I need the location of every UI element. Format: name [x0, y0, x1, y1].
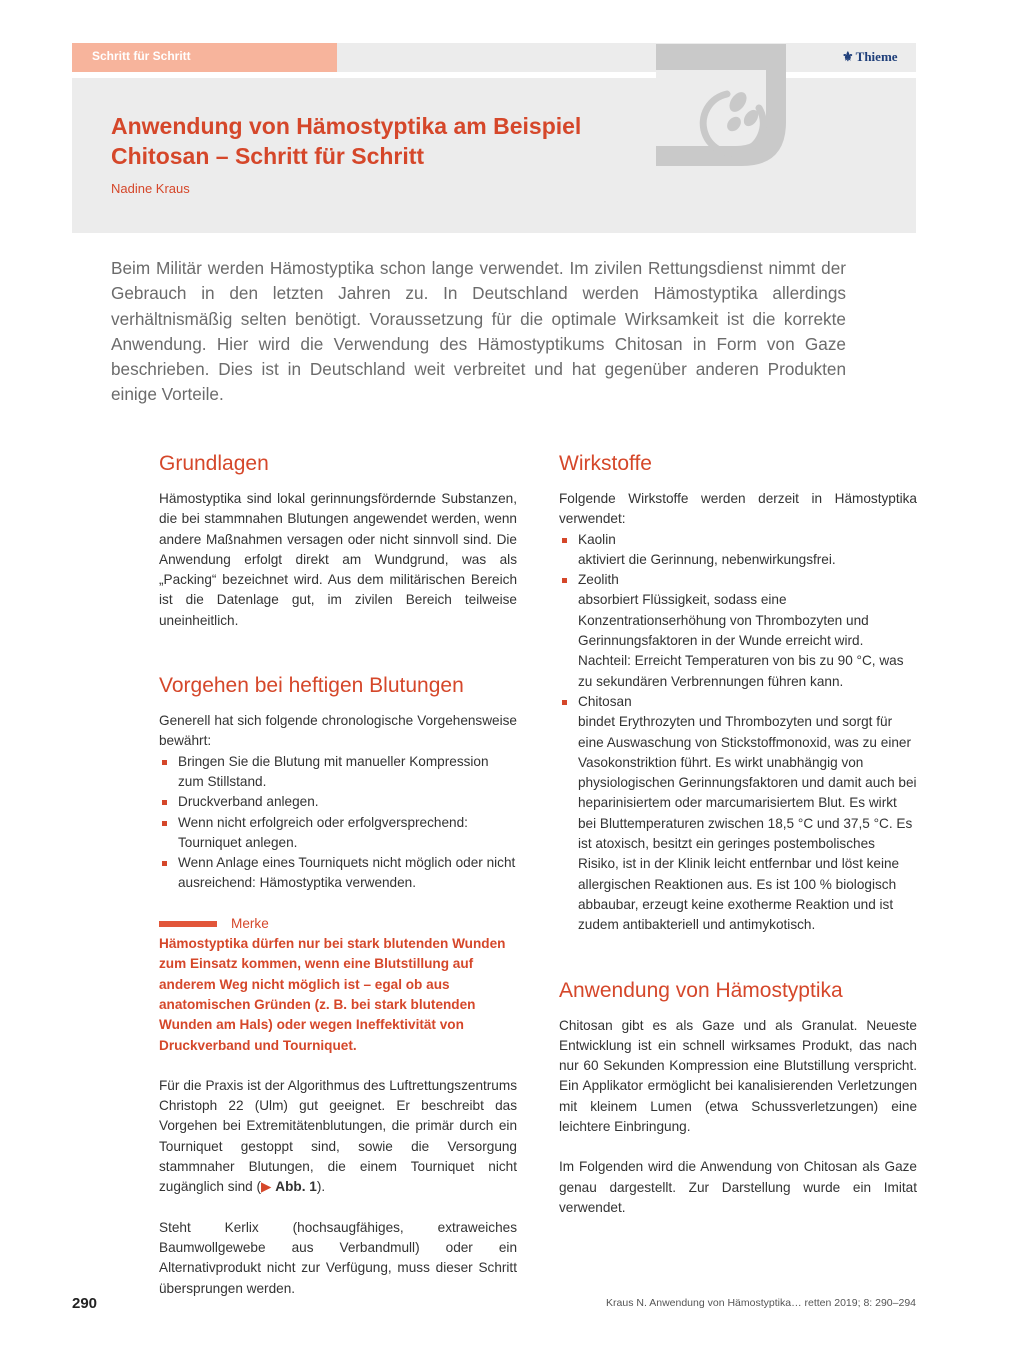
arrow-right-icon: ▶ — [261, 1179, 272, 1195]
bullet-icon — [562, 538, 567, 543]
section-tag — [72, 43, 337, 72]
bullet-icon — [162, 821, 167, 826]
heading-grundlagen: Grundlagen — [159, 452, 269, 475]
merke-bar — [159, 921, 217, 927]
bullet-icon — [562, 700, 567, 705]
merke-label: Merke — [231, 915, 269, 931]
wirkstoffe-list — [559, 530, 917, 936]
list-item: Kaolin aktiviert die Gerinnung, nebenwirkungsfrei. — [559, 530, 917, 571]
thieme-crest-icon: ⚜ — [842, 49, 854, 64]
figure-reference[interactable]: Abb. 1 — [275, 1179, 317, 1195]
list-item: Wenn nicht erfolgreich oder erfolgversprechend: Tourniquet anlegen. — [159, 813, 517, 854]
list-item: Druckverband anlegen. — [159, 792, 517, 812]
merke-text: Hämostyptika dürfen nur bei stark blutenden Wunden zum Einsatz kommen, wenn eine Blutstillung auf anderem Weg nicht möglich ist – egal ob aus anatomischen Gründen (z. B. bei stark blutenden Wunden am Hals) oder wegen Ineffektivität von Druckverband und Tourniquet. — [159, 936, 506, 1053]
list-item: Zeolith absorbiert Flüssigkeit, sodass eine Konzentrationserhöhung von Thrombozyten und Gerinnungsfaktoren in der Wunde erreicht wird. Nachteil: Erreicht Temperaturen von bis zu 90 °C, was zu sekundären Verbrennungen führen kann. — [559, 570, 917, 692]
praxis-text: Für die Praxis ist der Algorithmus des Luftrettungszentrums Christoph 22 (Ulm) gut geeignet. Er beschreibt das Vorgehen bei Extremitätenblutungen, die primär durch ein Tourniquet gestoppt sind, sowie die Versorgung stammnaher Blutungen, die einem Tourniquet nicht zugänglich sind (▶ Abb. 1). — [159, 1077, 517, 1195]
author: Nadine Kraus — [111, 181, 190, 196]
vorgehen-list — [159, 752, 517, 894]
bullet-icon — [562, 578, 567, 583]
vorgehen-intro: Generell hat sich folgende chronologische Vorgehensweise bewährt: — [159, 713, 517, 749]
list-item: Bringen Sie die Blutung mit manueller Kompression zum Stillstand. — [159, 752, 517, 793]
article-title: Anwendung von Hämostyptika am Beispiel Chitosan – Schritt für Schritt — [111, 113, 582, 169]
list-item: Wenn Anlage eines Tourniquets nicht möglich oder nicht ausreichend: Hämostyptika verwenden. — [159, 853, 517, 894]
list-item: Chitosan bindet Erythrozyten und Thrombozyten und sorgt für eine Auswaschung von Stickstoffmonoxid, was zu einer Vasokonstriktion führt. Es wirkt unabhängig von physiologischen Gerinnungsfaktoren und damit auch bei heparinisiertem oder marcumarisiertem Blut. Es wirkt bei Bluttemperaturen zwischen 18,5 °C und 37,5 °C. Es ist atoxisch, besitzt ein geringes postembolisches Risiko, ist in der Klinik leicht entfernbar und löst keine allergischen Reaktionen aus. Es ist 100 % biologisch abbaubar, erzeugt keine exotherme Reaktion und ist zudem antibakteriell und antimykotisch. — [559, 692, 917, 936]
publisher-logo — [842, 49, 898, 65]
page-number: 290 — [72, 1295, 98, 1312]
citation: Kraus N. Anwendung von Hämostyptika… retten 2019; 8: 290–294 — [606, 1297, 916, 1309]
bullet-icon — [162, 800, 167, 805]
grundlagen-text: Hämostyptika sind lokal gerinnungsfördernde Substanzen, die bei stammnahen Blutungen angewendet werden, wenn andere Maßnahmen versagen oder nicht sinnvoll sind. Die Anwendung erfolgt direkt am Wundgrund, was als „Packing“ bezeichnet wird. Aus dem militärischen Bereich ist die Datenlage gut, im zivilen Bereich teilweise uneinheitlich. — [159, 491, 517, 628]
publisher-name: Thieme — [855, 49, 898, 64]
folgenden-text: Im Folgenden wird die Anwendung von Chitosan als Gaze genau dargestellt. Zur Darstellung wurde ein Imitat verwendet. — [559, 1159, 917, 1215]
kerlix-text: Steht Kerlix (hochsaugfähiges, extraweiches Baumwollgewebe aus Verbandmull) oder ein Alternativprodukt nicht zur Verfügung, muss dieser Schritt übersprungen werden. — [159, 1219, 517, 1296]
heading-anwendung: Anwendung von Hämostyptika — [559, 978, 843, 1002]
section-tag-label: Schritt für Schritt — [92, 49, 191, 63]
heading-vorgehen: Vorgehen bei heftigen Blutungen — [159, 674, 464, 698]
bullet-icon — [162, 861, 167, 866]
lead-paragraph: Beim Militär werden Hämostyptika schon lange verwendet. Im zivilen Rettungsdienst nimmt der Gebrauch in den letzten Jahren zu. In Deutschland werden Hämostyptika allerdings verhältnismäßig selten benötigt. Voraussetzung für die optimale Wirksamkeit ist die korrekte Anwendung. Hier wird die Verwendung des Hämostyptikums Chitosan in Form von Gaze beschrieben. Dies ist in Deutschland weit verbreitet und hat gegenüber anderen Produkten einige Vorteile. — [111, 258, 846, 405]
heading-wirkstoffe: Wirkstoffe — [559, 452, 652, 475]
right-column — [559, 449, 917, 1218]
merke-box — [159, 914, 517, 1056]
left-column — [159, 449, 517, 1299]
wirkstoffe-intro: Folgende Wirkstoffe werden derzeit in Hämostyptika verwendet: — [559, 491, 917, 527]
anwendung-text: Chitosan gibt es als Gaze und als Granulat. Neueste Entwicklung ist ein schnell wirksames Produkt, das nach nur 60 Sekunden Kompression eine Blutstillung verspricht. Ein Applikator ermöglicht bei kanalisierenden Verletzungen mit kleinem Lumen (etwa Schussverletzungen) eine leichtere Einbringung. — [559, 1017, 917, 1135]
bullet-icon — [162, 760, 167, 765]
footprints-icon — [656, 44, 788, 168]
